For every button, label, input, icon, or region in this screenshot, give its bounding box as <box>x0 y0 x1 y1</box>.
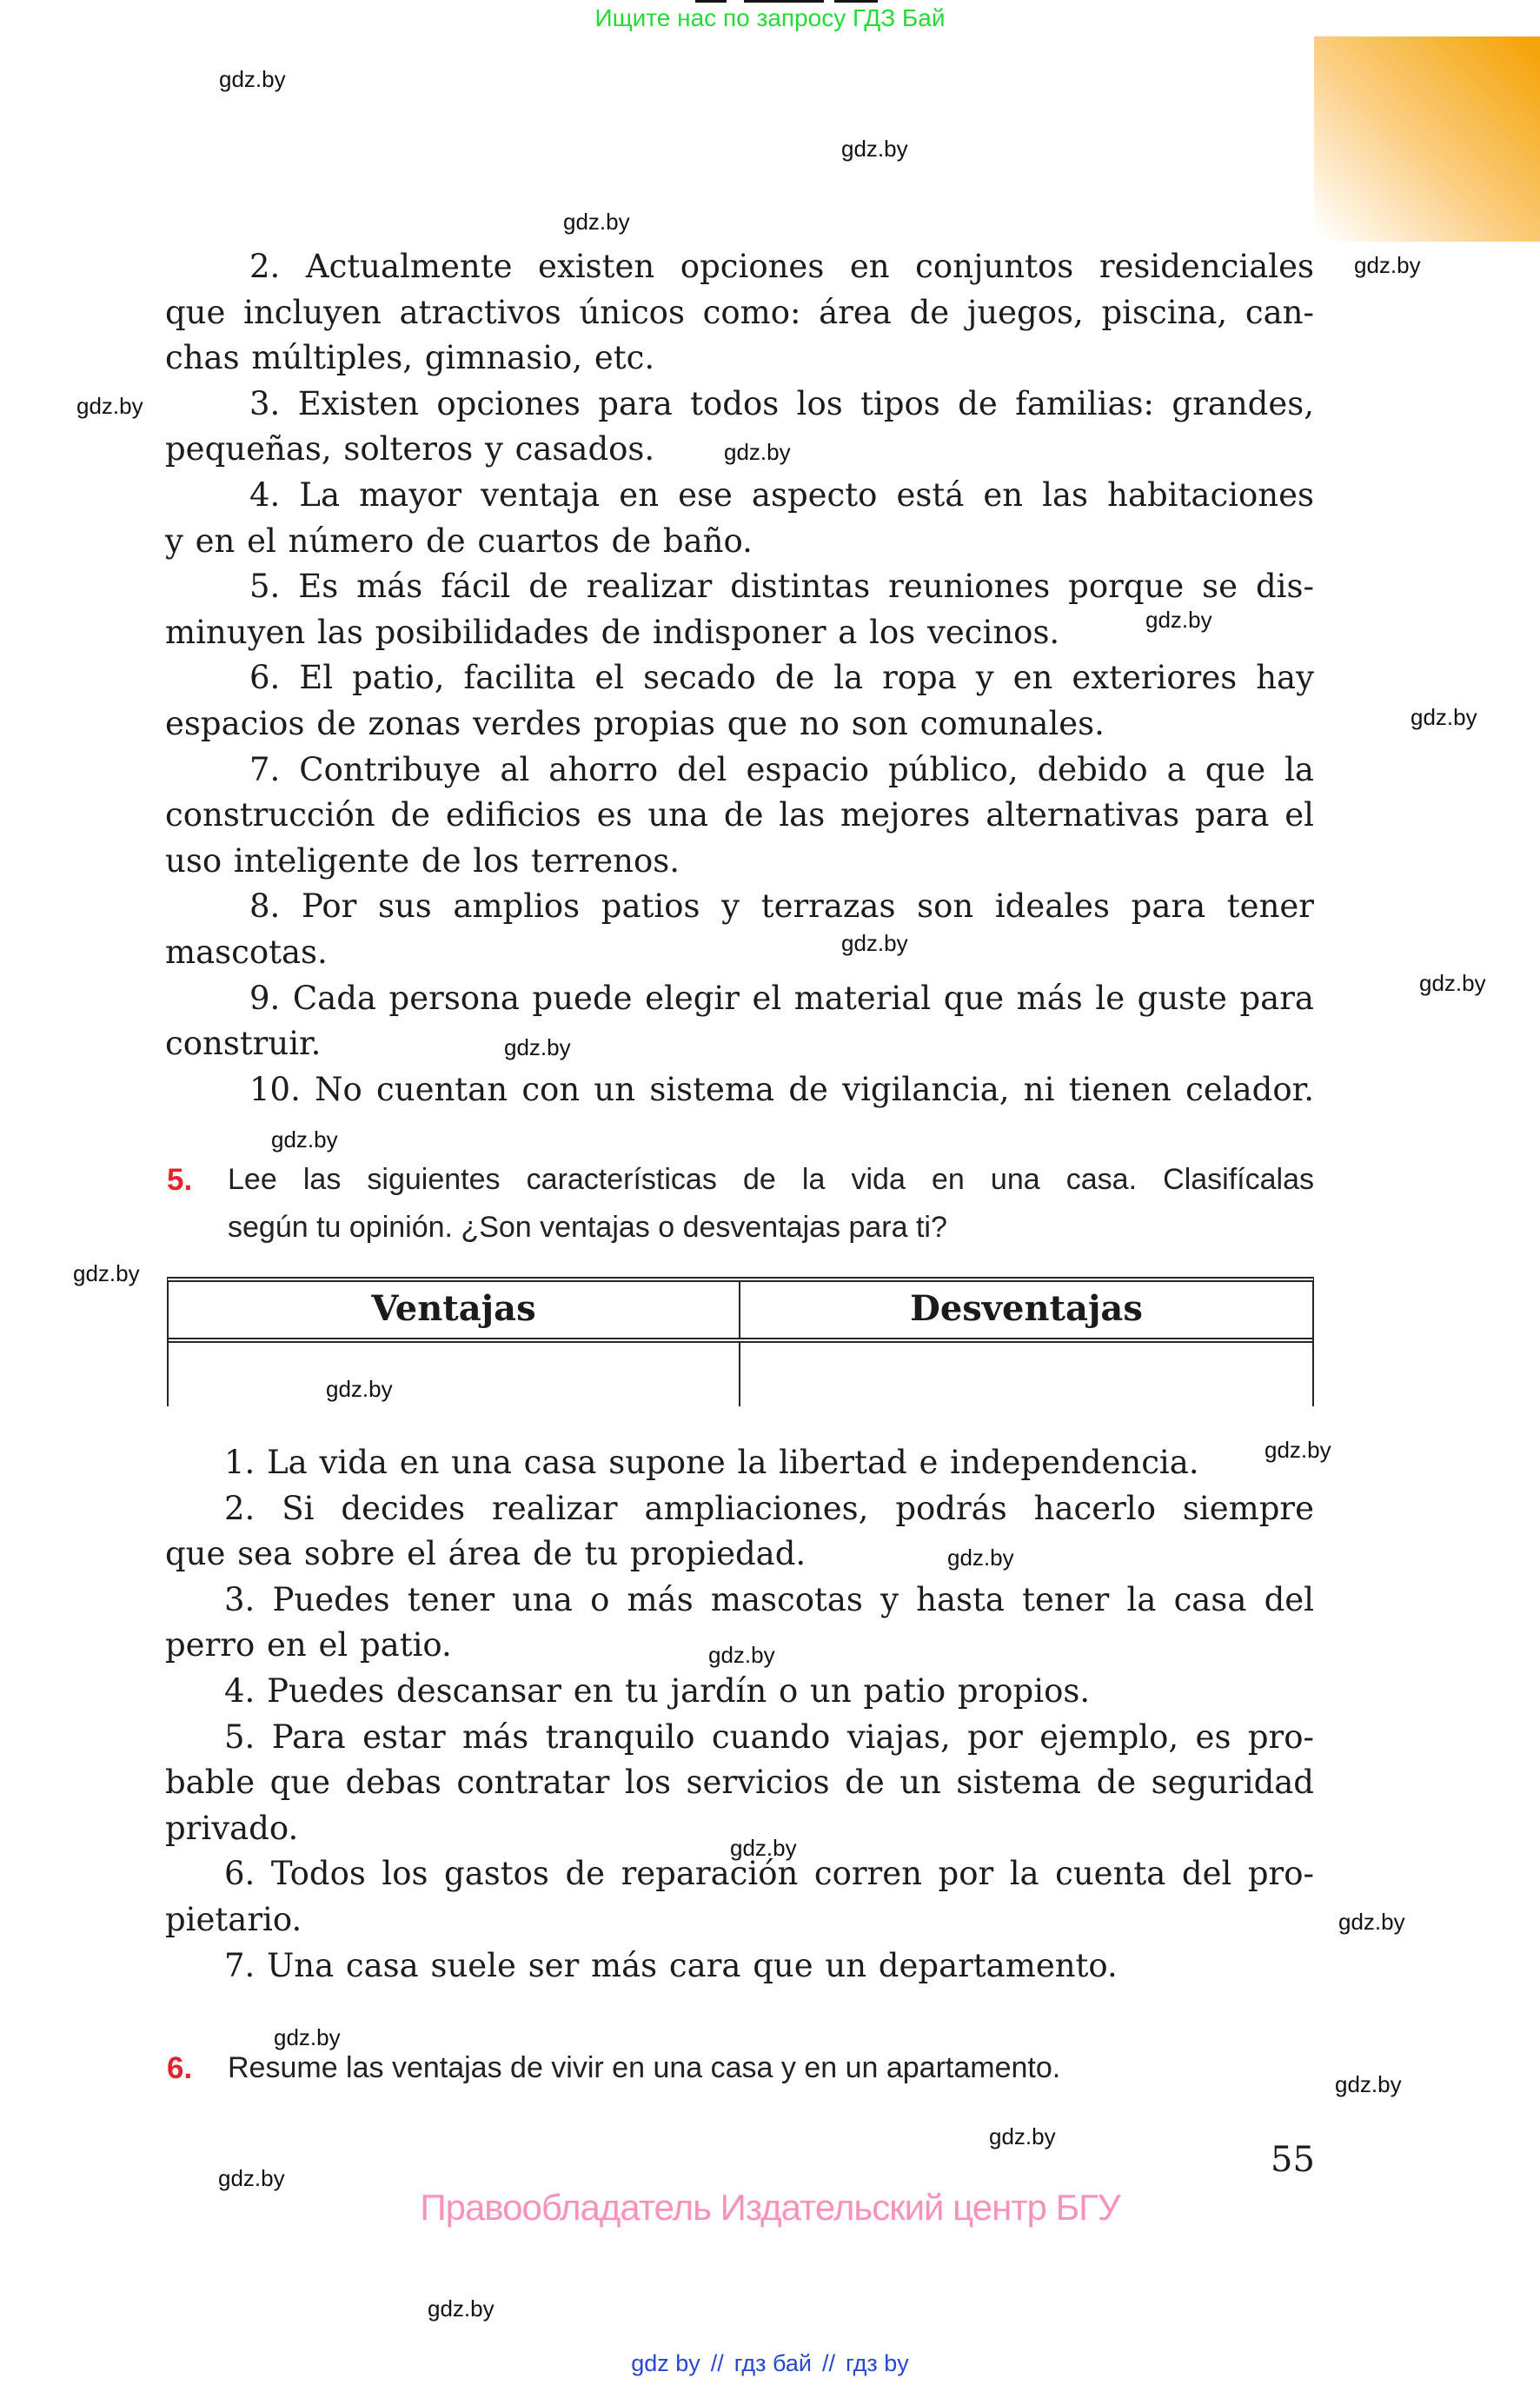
footer-link-gdz-by-2[interactable]: гдз by <box>846 2350 909 2376</box>
watermark: gdz.by <box>989 2123 1056 2149</box>
text-line: 7. Contribuye al ahorro del espacio público, debido a que la <box>249 750 1314 788</box>
text-line: uso inteligente de los terrenos. <box>165 841 680 880</box>
footer-link-gdz-bai[interactable]: гдз бай <box>733 2350 812 2376</box>
watermark: gdz.by <box>218 2165 285 2191</box>
watermark: gdz.by <box>841 930 908 956</box>
text-line: que sea sobre el área de tu propiedad. <box>165 1535 807 1573</box>
watermark: gdz.by <box>724 439 791 465</box>
watermark: gdz.by <box>1338 1909 1405 1935</box>
footer-link-gdz-by[interactable]: gdz by <box>631 2350 700 2376</box>
text-line: 4. Puedes descansar en tu jardín o un patio propios. <box>224 1671 1091 1710</box>
text-line: 3. Puedes tener una o más mascotas y hasta tener la casa del <box>224 1580 1314 1618</box>
task-5-instruction <box>228 1156 1314 1252</box>
copyright-notice: Правообладатель Издательский центр БГУ <box>420 2187 1120 2228</box>
text-line: que incluyen atractivos únicos como: área de juegos, piscina, can- <box>165 293 1314 331</box>
task-5-number: 5. <box>167 1163 193 1197</box>
watermark: gdz.by <box>563 209 630 235</box>
orange-gradient-decoration <box>1314 37 1540 242</box>
text-line: perro en el patio. <box>165 1626 452 1664</box>
link-separator: // <box>821 2350 835 2376</box>
text-line: 1. La vida en una casa supone la libertad e independencia. <box>224 1444 1199 1481</box>
watermark: gdz.by <box>1265 1437 1331 1463</box>
footer-links <box>0 2350 1540 2377</box>
text-line: 10. No cuentan con un sistema de vigilancia, ni tienen celador. <box>249 1070 1314 1108</box>
text-line: bable que debas contratar los servicios de un sistema de seguridad <box>165 1764 1314 1802</box>
text-line: 9. Cada persona puede elegir el material que más le guste para <box>249 979 1314 1017</box>
watermark: gdz.by <box>1145 607 1212 633</box>
text-line: mascotas. <box>165 933 328 971</box>
text-line: 5. Para estar más tranquilo cuando viajas, por ejemplo, es pro- <box>224 1717 1314 1756</box>
watermark: gdz.by <box>428 2295 495 2322</box>
page-edge-artifact <box>695 0 727 3</box>
text-line: 7. Una casa suele ser más cara que un departamento. <box>224 1946 1118 1984</box>
table-body-row <box>169 1343 1312 1406</box>
text-line: espacios de zonas verdes propias que no son comunales. <box>165 704 1105 742</box>
statements-list-top <box>165 244 1314 1113</box>
text-line: 3. Existen opciones para todos los tipos de familias: grandes, <box>249 384 1314 422</box>
task-6-instruction <box>228 2044 1314 2092</box>
link-separator: // <box>710 2350 724 2376</box>
table-header-desventajas: Desventajas <box>910 1288 1143 1329</box>
table-cell-ventajas <box>169 1343 740 1406</box>
text-line: construcción de edificios es una de las mejores alternativas para el <box>165 796 1314 834</box>
text-line: Resume las ventajas de vivir en una casa y en un apartamento. <box>228 2051 1061 2084</box>
text-line: Lee las siguientes características de la vida en una casa. Clasifícalas <box>228 1163 1314 1196</box>
watermark: gdz.by <box>504 1034 571 1060</box>
watermark: gdz.by <box>730 1835 797 1861</box>
statements-list-bottom <box>165 1440 1314 1989</box>
watermark: gdz.by <box>1354 252 1421 278</box>
watermark: gdz.by <box>947 1545 1014 1571</box>
watermark: gdz.by <box>76 393 143 419</box>
watermark: gdz.by <box>326 1376 393 1402</box>
text-line: pequeñas, solteros y casados. <box>165 430 655 468</box>
ventajas-desventajas-table <box>167 1277 1314 1406</box>
text-line: minuyen las posibilidades de indisponer a los vecinos. <box>165 613 1060 651</box>
text-line: según tu opinión. ¿Son ventajas o desventajas para ti? <box>228 1211 947 1244</box>
table-cell-desventajas <box>740 1343 1312 1406</box>
task-6-number: 6. <box>167 2051 193 2085</box>
page-number: 55 <box>1271 2140 1315 2180</box>
text-line: 5. Es más fácil de realizar distintas reuniones porque se dis- <box>249 568 1314 606</box>
watermark: gdz.by <box>1419 970 1486 996</box>
text-line: construir. <box>165 1025 322 1063</box>
watermark: gdz.by <box>841 136 908 162</box>
watermark: gdz.by <box>271 1126 338 1153</box>
text-line: 6. El patio, facilita el secado de la ropa y en exteriores hay <box>249 659 1314 697</box>
text-line: 6. Todos los gastos de reparación corren por la cuenta del pro- <box>224 1855 1314 1893</box>
page-edge-artifact <box>744 0 824 3</box>
text-line: 8. Por sus amplios patios y terrazas son ideales para tener <box>249 887 1314 926</box>
watermark: gdz.by <box>73 1260 140 1286</box>
watermark: gdz.by <box>219 66 286 92</box>
text-line: 2. Actualmente existen opciones en conjuntos residenciales <box>249 248 1314 285</box>
table-header-ventajas: Ventajas <box>169 1282 740 1338</box>
watermark: gdz.by <box>274 2024 341 2050</box>
page-edge-artifact <box>834 0 878 3</box>
watermark: gdz.by <box>1335 2071 1402 2097</box>
watermark: gdz.by <box>1411 704 1477 730</box>
promo-banner: Ищите нас по запросу ГДЗ Бай <box>594 4 946 31</box>
text-line: chas múltiples, gimnasio, etc. <box>165 339 655 377</box>
text-line: privado. <box>165 1809 299 1847</box>
text-line: pietario. <box>165 1900 302 1938</box>
text-line: 2. Si decides realizar ampliaciones, podrás hacerlo siempre <box>224 1489 1314 1527</box>
table-header-row <box>169 1282 1312 1343</box>
text-line: y en el número de cuartos de baño. <box>165 522 753 560</box>
text-line: 4. La mayor ventaja en ese aspecto está en las habitaciones <box>249 475 1314 514</box>
watermark: gdz.by <box>708 1642 775 1668</box>
